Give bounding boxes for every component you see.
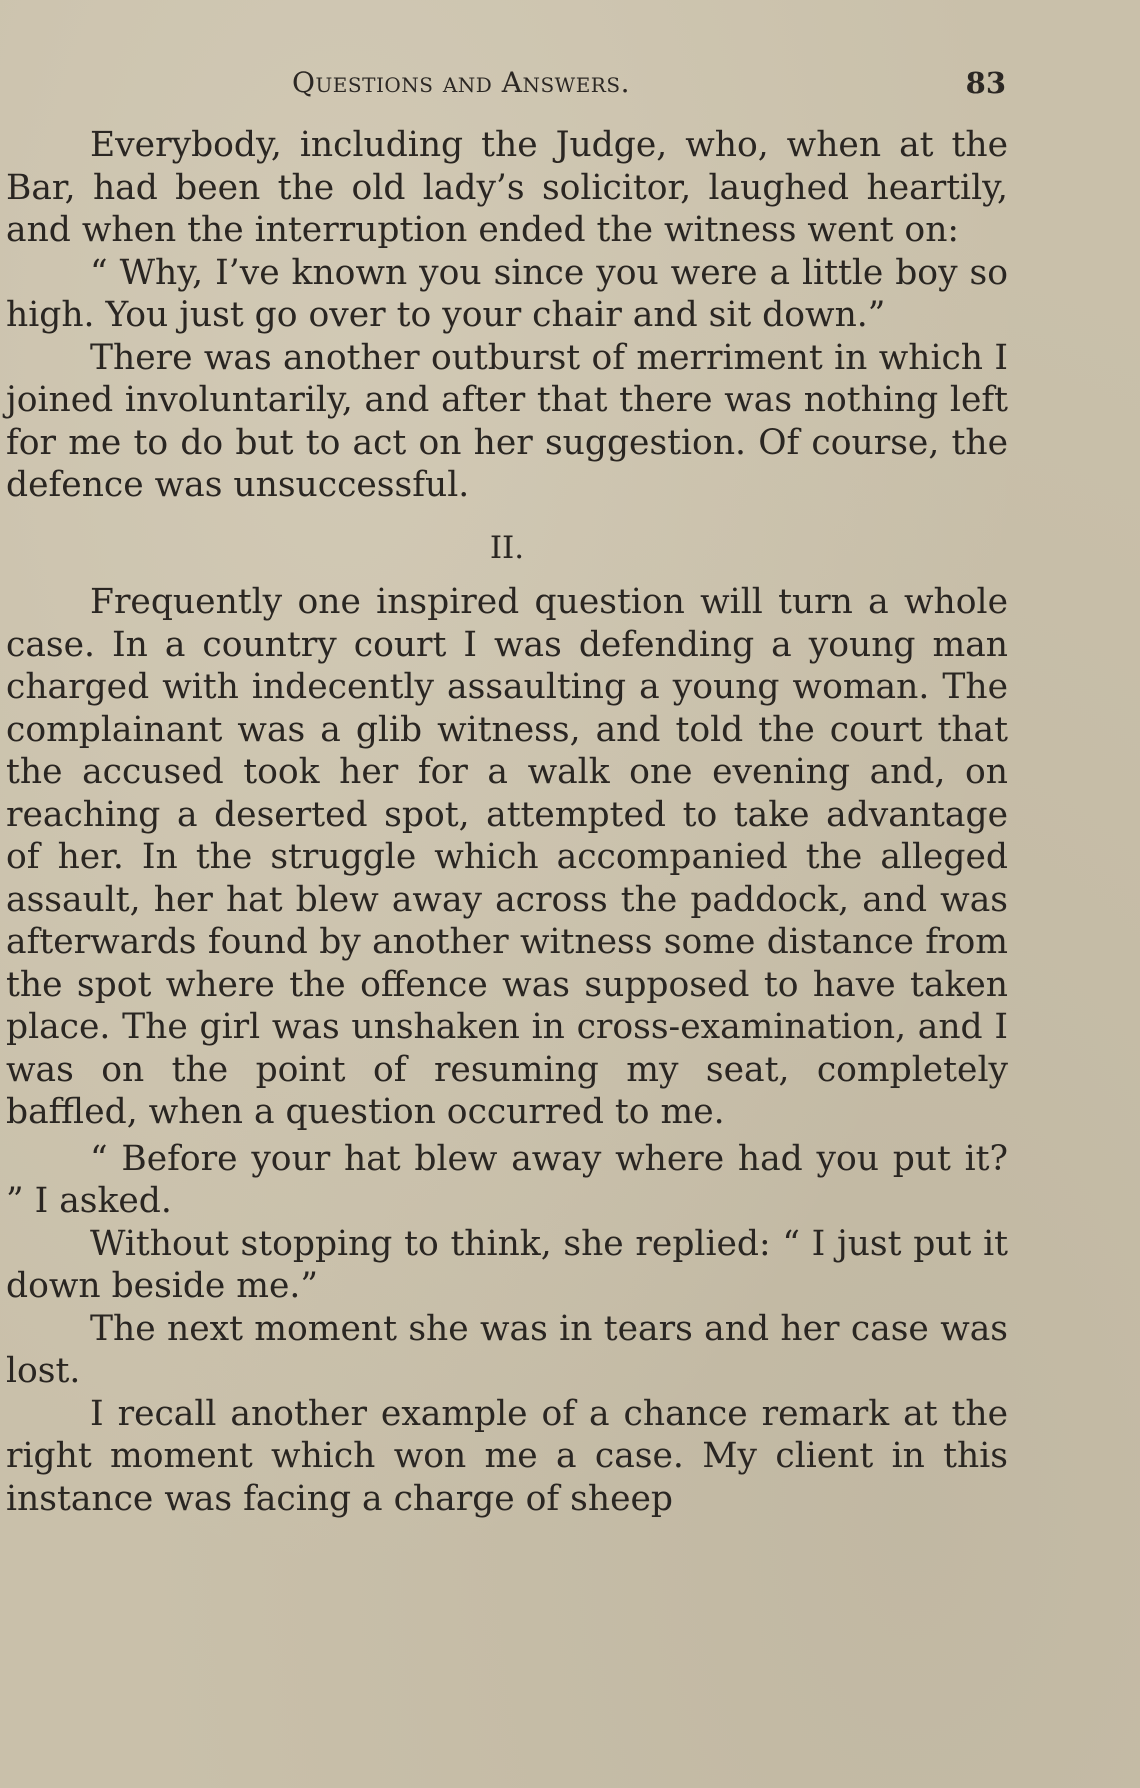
- paragraph: “ Why, I’ve known you since you were a little boy so high. You just go over to your chair and sit down.”: [6, 252, 1008, 335]
- paragraph: “ Before your hat blew away where had you put it? ” I asked.: [6, 1138, 1008, 1221]
- page-number: 83: [965, 66, 1006, 100]
- paragraph: The next moment she was in tears and her case was lost.: [6, 1308, 1008, 1391]
- paragraph: I recall another example of a chance remark at the right moment which won me a case. My client in this instance was facing a charge of sheep: [6, 1393, 1008, 1519]
- running-title: Questions and Answers.: [292, 66, 630, 99]
- paragraph: Frequently one inspired question will turn a whole case. In a country court I was defending a young man charged with indecently assaulting a young woman. The complainant was a glib witness, and told the court that the accused took her for a walk one evening and, on reaching a deserted spot, attempted to take advantage of her. In the struggle which accompanied the alleged assault, her hat blew away across the paddock, and was afterwards found by another witness some distance from the spot where the offence was supposed to have taken place. The girl was unshaken in cross-examination, and I was on the point of resuming my seat, completely baffled, when a question occurred to me.: [6, 582, 1008, 1132]
- paragraph: Everybody, including the Judge, who, when at the Bar, had been the old lady’s solicitor, laughed heartily, and when the interruption ended the witness went on:: [6, 125, 1008, 250]
- running-header: [0, 62, 1140, 106]
- paragraph: Without stopping to think, she replied: “ I just put it down beside me.”: [6, 1223, 1008, 1306]
- section-number: II.: [489, 529, 525, 566]
- paragraph: There was another outburst of merriment in which I joined involuntarily, and after that there was nothing left for me to do but to act on her suggestion. Of course, the defence was unsuccessful.: [6, 337, 1008, 505]
- body-text: [6, 124, 1008, 1520]
